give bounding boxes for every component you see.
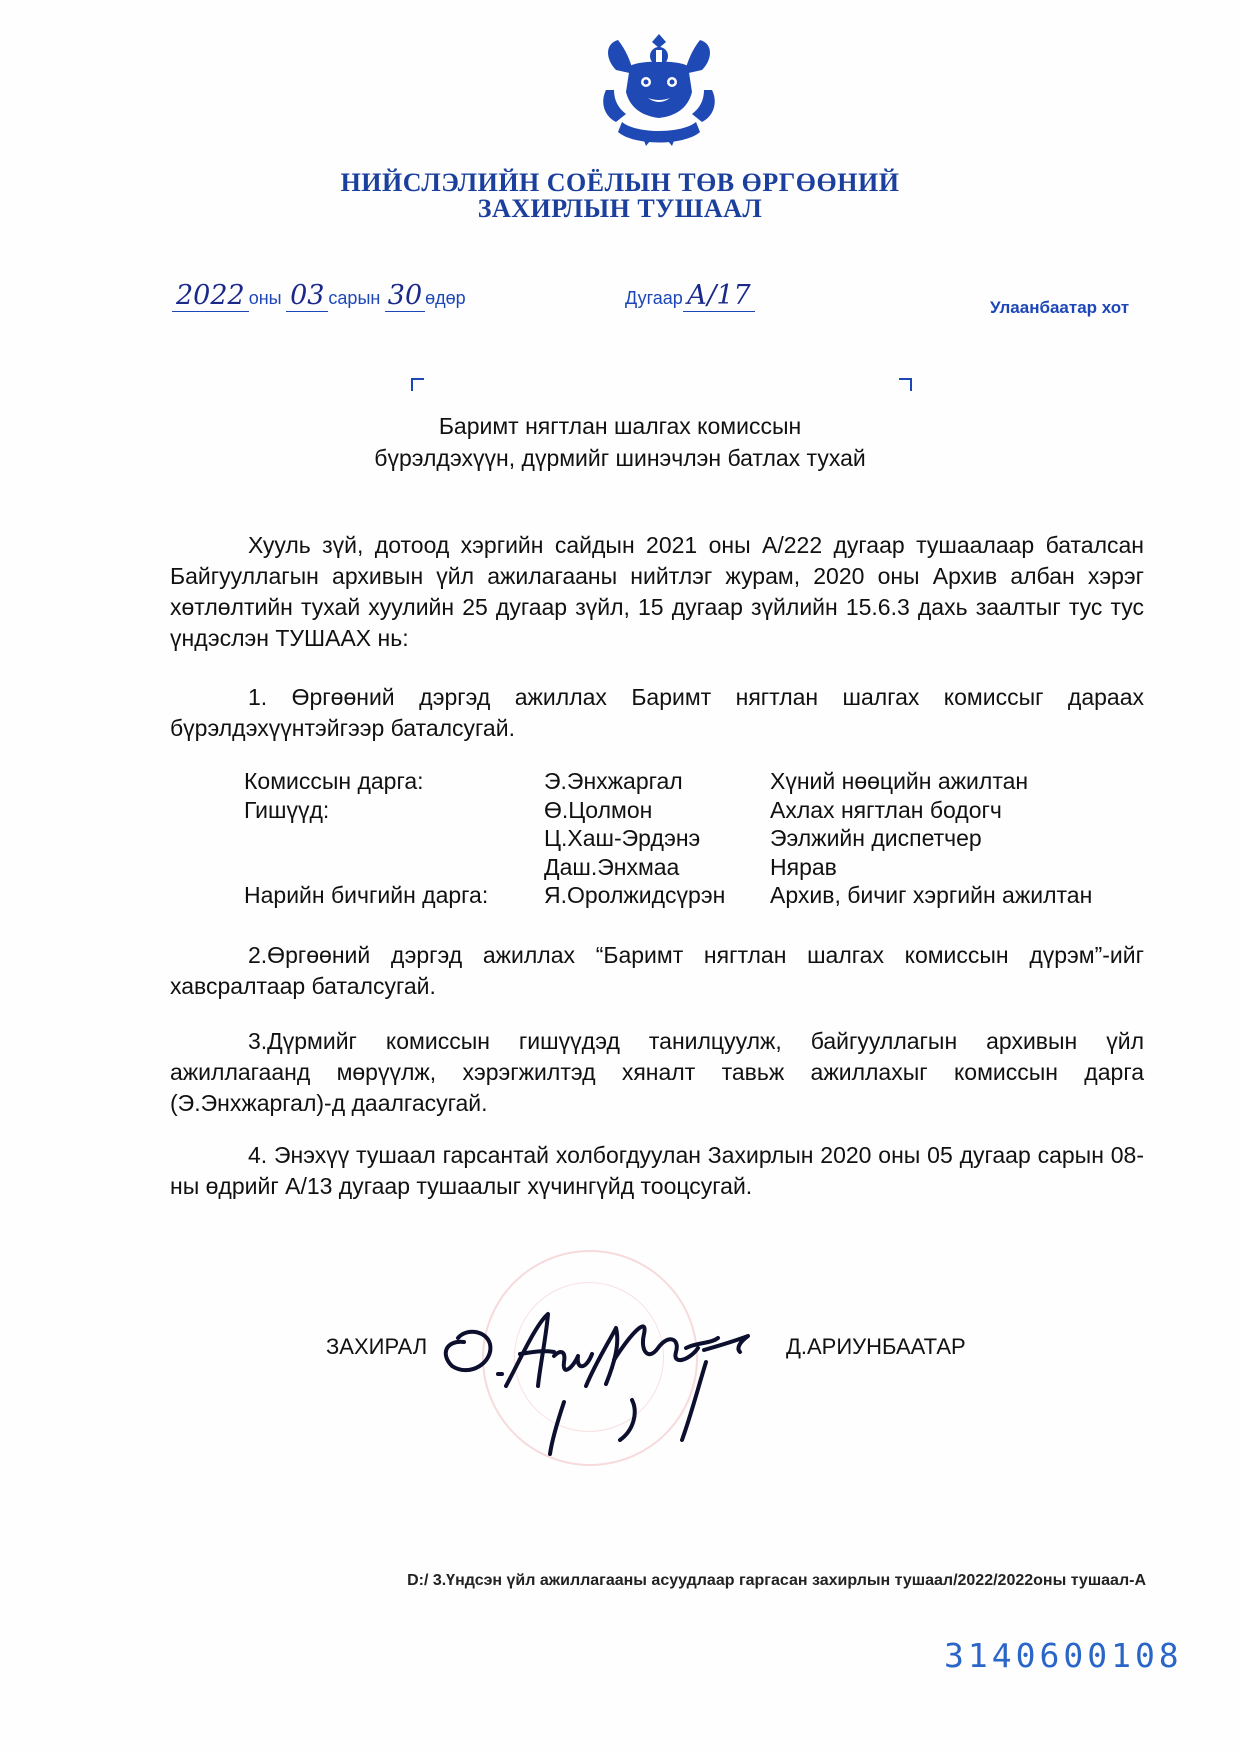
member-role	[244, 825, 544, 854]
date-day: 30	[385, 280, 425, 312]
file-path: D:/ 3.Үндсэн үйл ажиллагааны асуудлаар гаргасан захирлын тушаал/2022/2022оны тушаал-А	[407, 1572, 1146, 1589]
member-name: Ө.Цолмон	[544, 796, 653, 823]
date-day-suffix: өдөр	[425, 288, 466, 308]
director-title: ЗАХИРАЛ	[326, 1334, 428, 1359]
date-month-suffix: сарын	[328, 288, 381, 308]
member-role	[244, 854, 544, 883]
date-month: 03	[286, 280, 328, 312]
member-position: Хүний нөөцийн ажилтан	[770, 768, 1029, 794]
date-year: 2022	[172, 280, 249, 312]
point-4: 4. Энэхүү тушаал гарсантай холбогдуулан Захирлын 2020 оны 05 дугаар сарын 08-ны өдрийг А/13 дугаар тушаалыг хүчингүйд тооцсугай.	[170, 1142, 1144, 1199]
date-line	[172, 280, 466, 311]
member-name: Я.Оролжидсүрэн	[544, 882, 726, 908]
handwritten-signature	[436, 1290, 772, 1460]
member-row	[244, 854, 1092, 883]
member-name: Даш.Энхмаа	[544, 853, 680, 880]
order-number-value: А/17	[683, 280, 755, 312]
intro-paragraph: Хууль зүй, дотоод хэргийн сайдын 2021 оны А/222 дугаар тушаалаар баталсан Байгууллагын архивын үйл ажилагааны нийтлэг журам, 2020 оны Архив албан хэрэг хөтлөлтийн тухай хуулийн 25 дугаар зүйл, 15 дугаар зүйлийн 15.6.3 дахь заалтыг тус тус үндэслэн ТУШААХ нь:	[170, 532, 1144, 651]
document-serial-number: 3140600108	[944, 1636, 1183, 1675]
point-1: 1. Өргөөний дэргэд ажиллах Баримт нягтлан шалгах комиссыг дараах бүрэлдэхүүнтэйгээр баталсугай.	[170, 684, 1144, 741]
point-2: 2.Өргөөний дэргэд ажиллах “Баримт нягтлан шалгах комиссын дүрэм”-ийг хавсралтаар баталсугай.	[170, 942, 1144, 999]
member-role: Гишүүд:	[244, 796, 330, 823]
member-name: Ц.Хаш-Эрдэнэ	[544, 825, 701, 851]
organization-name: НИЙСЛЭЛИЙН СОЁЛЫН ТӨВ ӨРГӨӨНИЙ	[340, 168, 900, 197]
member-row	[244, 882, 1092, 911]
members-table	[244, 768, 1092, 911]
member-position: Ахлах нягтлан бодогч	[770, 796, 1002, 823]
title-line-2: бүрэлдэхүүн, дүрмийг шинэчлэн батлах тухай	[374, 445, 866, 471]
member-row	[244, 825, 1092, 854]
date-year-suffix: оны	[248, 288, 282, 308]
member-role: Нарийн бичгийн дарга:	[244, 882, 489, 908]
member-name: Э.Энхжаргал	[544, 768, 683, 794]
member-row	[244, 797, 1092, 826]
order-number-label: Дугаар	[625, 288, 683, 308]
member-position: Архив, бичиг хэргийн ажилтан	[770, 882, 1093, 908]
state-emblem-icon	[596, 30, 722, 148]
title-corner-left	[411, 378, 424, 391]
point-3: 3.Дүрмийг комиссын гишүүдэд танилцуулж, байгууллагын архивын үйл ажиллагаанд мөрүүлж, хэрэгжилтэд хяналт тавьж ажиллахыг комиссын дарга (Э.Энхжаргал)-д даалгасугай.	[170, 1028, 1144, 1116]
director-name: Д.АРИУНБААТАР	[786, 1334, 966, 1359]
member-position: Ээлжийн диспетчер	[770, 825, 982, 851]
city: Улаанбаатар хот	[990, 298, 1130, 317]
title-corner-right	[899, 378, 912, 391]
document-type: ЗАХИРЛЫН ТУШААЛ	[477, 194, 763, 223]
document-title	[300, 410, 940, 474]
order-number	[625, 280, 755, 311]
member-row	[244, 768, 1092, 797]
title-line-1: Баримт нягтлан шалгах комиссын	[438, 413, 802, 439]
member-position: Нярав	[770, 853, 837, 880]
member-role: Комиссын дарга:	[244, 768, 424, 794]
